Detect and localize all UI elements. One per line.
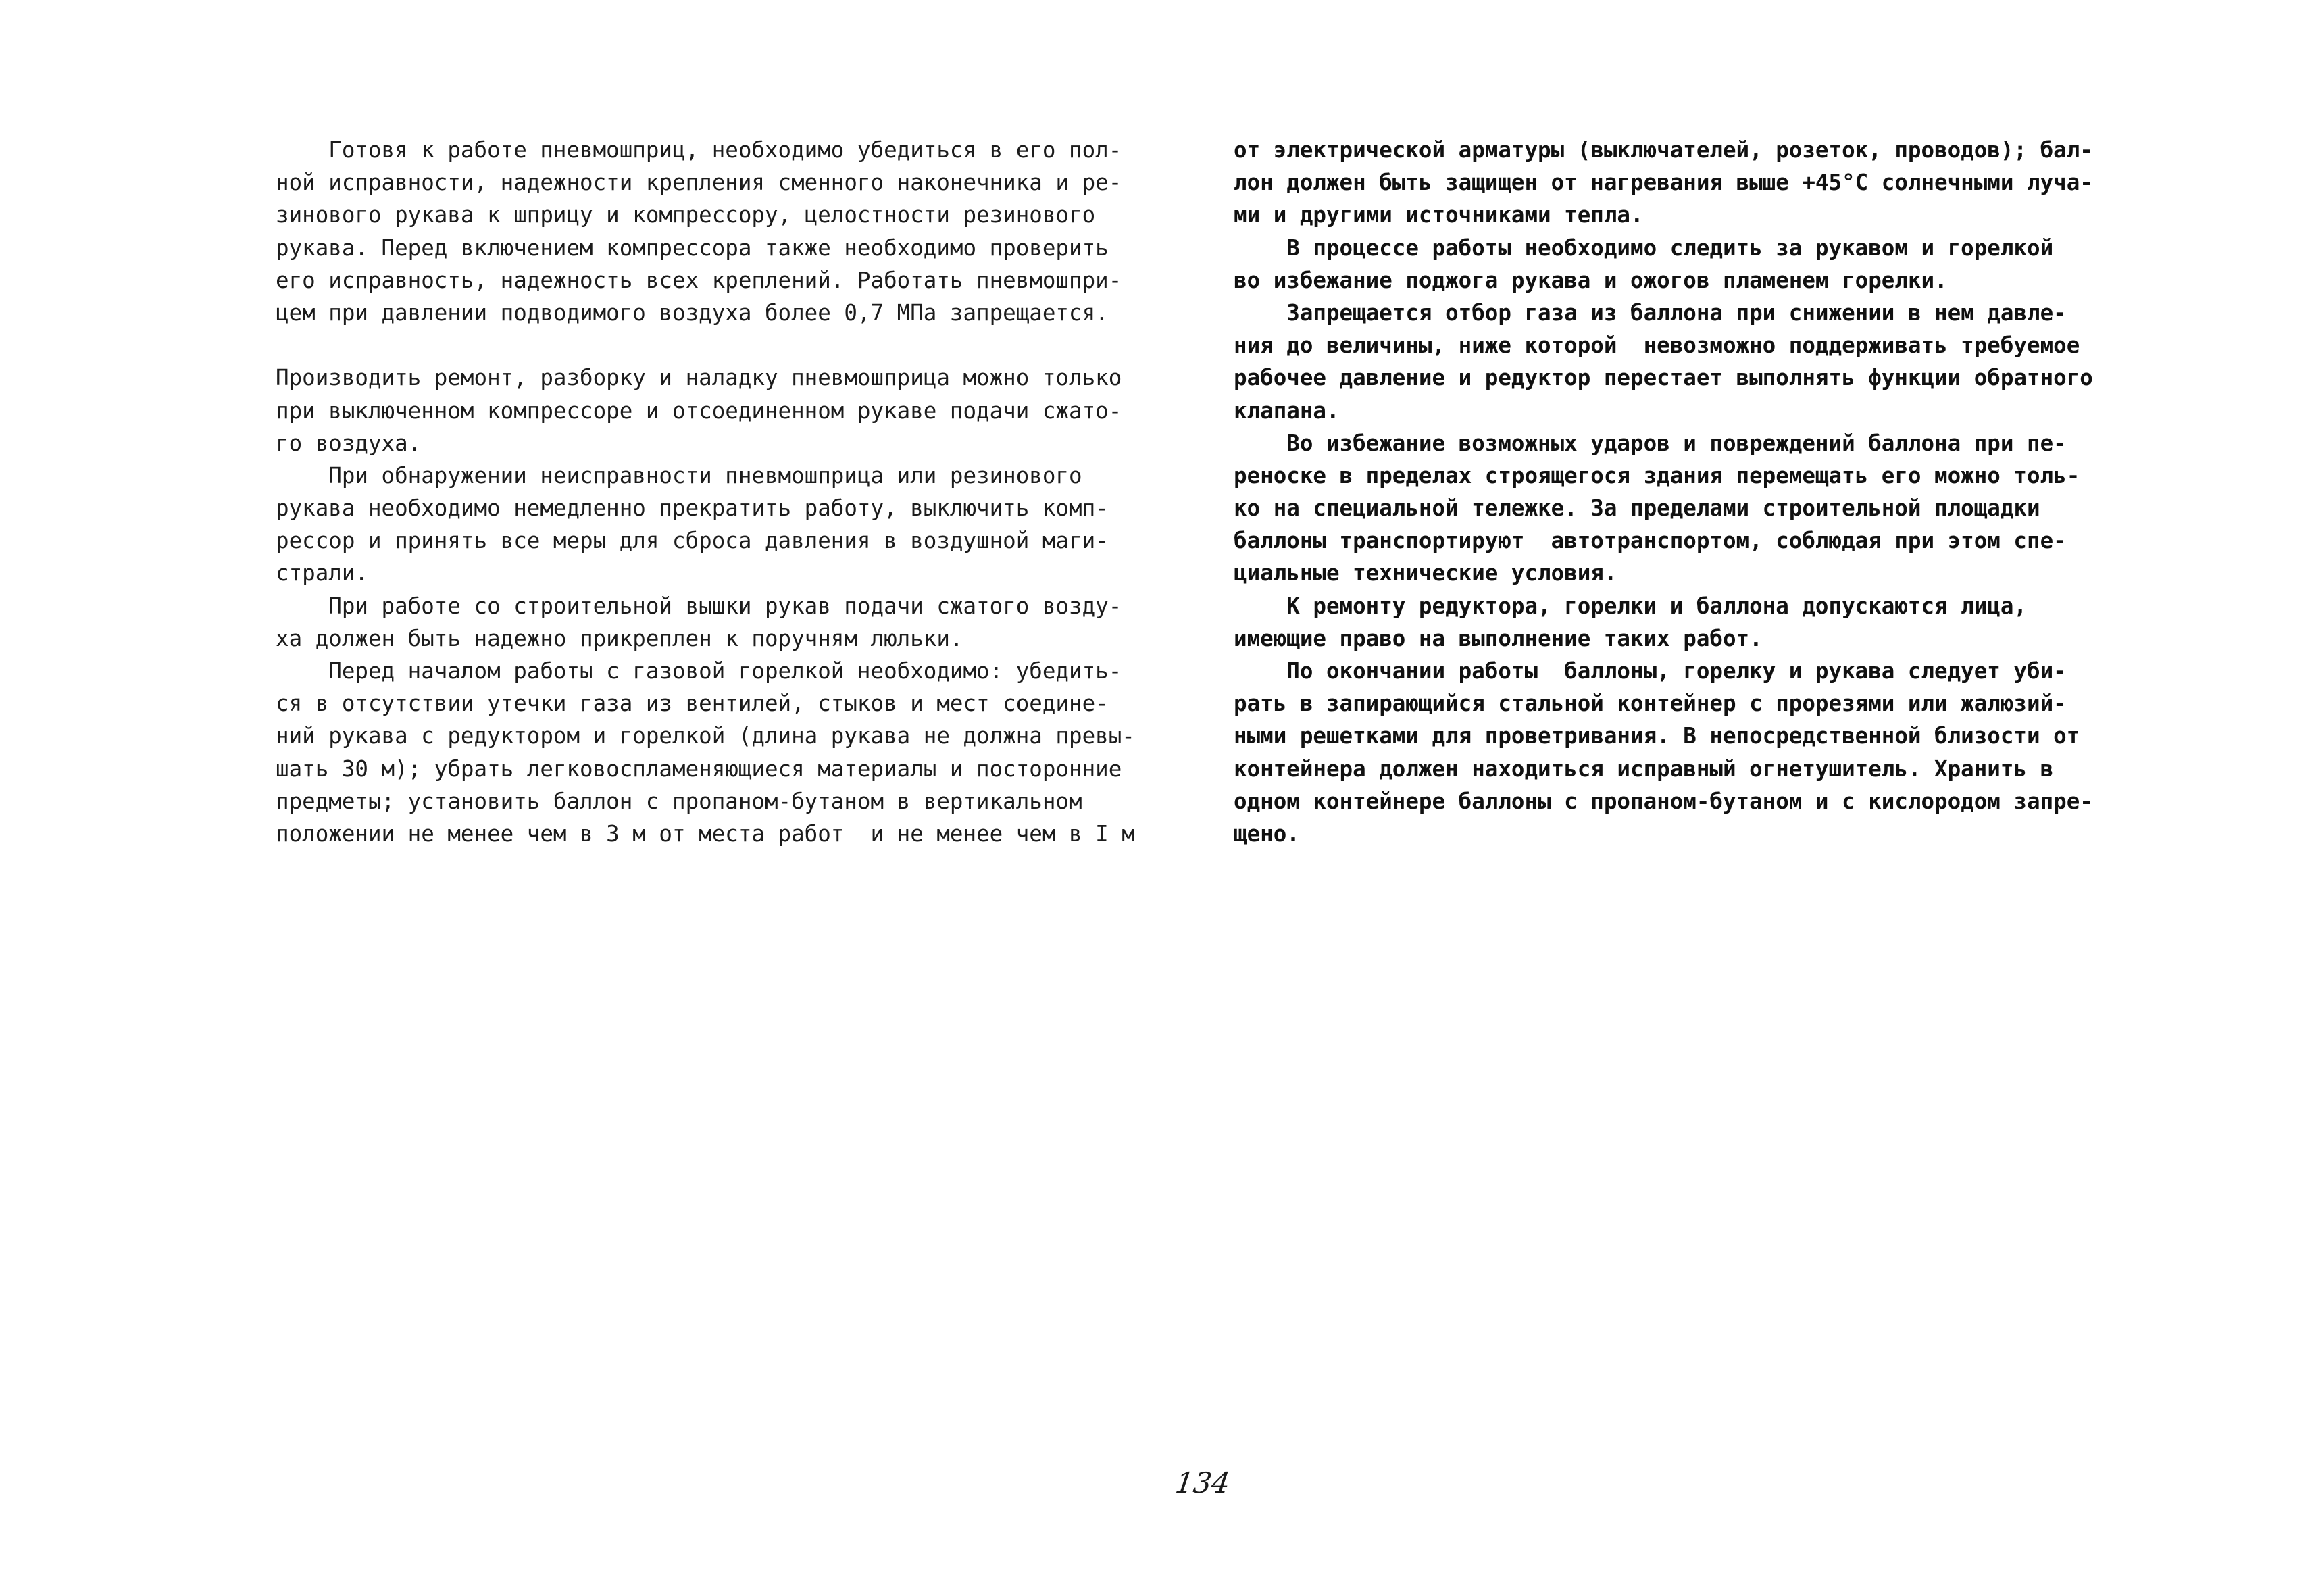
text-line: зинового рукава к шприцу и компрессору, целостности резинового [276,202,1096,228]
text-line: ными решетками для проветривания. В непосредственной близости от [1234,723,2080,749]
text-line: циальные технические условия. [1234,560,1617,587]
text-line: цем при давлении подводимого воздуха более 0,7 МПа запрещается. [276,299,1109,326]
text-line: рукава необходимо немедленно прекратить работу, выключить комп- [276,495,1109,522]
text-line: предметы; установить баллон с пропаном-бутаном в вертикальном [276,788,1082,814]
text-line: щено. [1234,820,1300,847]
left-text-column [276,134,1154,850]
text-line: К ремонту редуктора, горелки и баллона допускаются лица, [1234,593,2027,619]
text-line: одном контейнере баллоны с пропаном-бутаном и с кислородом запре- [1234,788,2093,814]
text-line: Перед началом работы с газовой горелкой необходимо: убедить- [276,658,1122,684]
paragraph-gap [276,329,1154,361]
text-line: рессор и принять все меры для сброса давления в воздушной маги- [276,528,1109,554]
text-line: страли. [276,560,368,587]
text-line: его исправность, надежность всех креплений. Работать пневмошпри- [276,267,1122,293]
text-line: имеющие право на выполнение таких работ. [1234,625,1763,651]
text-line: ной исправности, надежности крепления сменного наконечника и ре- [276,170,1122,196]
text-line: во избежание поджога рукава и ожогов пламенем горелки. [1234,267,1948,293]
page-number: 134 [1173,1466,1232,1499]
text-line: Запрещается отбор газа из баллона при снижении в нем давле- [1234,299,2067,326]
text-line: ха должен быть надежно прикреплен к поручням люльки. [276,625,963,651]
text-line: положении не менее чем в 3 м от места работ и не менее чем в I м [276,820,1135,847]
text-line: ми и другими источниками тепла. [1234,202,1644,228]
right-text-column [1234,134,2105,850]
text-line: Готовя к работе пневмошприц, необходимо убедиться в его пол- [276,137,1122,163]
text-line: В процессе работы необходимо следить за рукавом и горелкой [1234,234,2054,261]
text-line: баллоны транспортируют автотранспортом, соблюдая при этом спе- [1234,528,2067,554]
text-line: Производить ремонт, разборку и наладку пневмошприца можно только [276,365,1122,391]
text-line: При работе со строительной вышки рукав подачи сжатого возду- [276,593,1122,619]
text-line: ся в отсутствии утечки газа из вентилей, стыков и мест соедине- [276,691,1109,717]
text-line: го воздуха. [276,430,422,456]
text-line: ко на специальной тележке. За пределами строительной площадки [1234,495,2040,522]
text-line: реноске в пределах строящегося здания перемещать его можно толь- [1234,462,2080,489]
text-line: шать 30 м); убрать легковоспламеняющиеся материалы и посторонние [276,755,1122,782]
text-line: лон должен быть защищен от нагревания выше +45°С солнечными луча- [1234,170,2093,196]
text-line: от электрической арматуры (выключателей, розеток, проводов); бал- [1234,137,2093,163]
text-line: рабочее давление и редуктор перестает выполнять функции обратного [1234,365,2093,391]
text-line: рать в запирающийся стальной контейнер с прорезями или жалюзий- [1234,691,2067,717]
text-line: Во избежание возможных ударов и повреждений баллона при пе- [1234,430,2067,456]
text-line: контейнера должен находиться исправный огнетушитель. Хранить в [1234,755,2054,782]
text-line: При обнаружении неисправности пневмошприца или резинового [276,462,1082,489]
text-line: По окончании работы баллоны, горелку и рукава следует уби- [1234,658,2067,684]
text-line: рукава. Перед включением компрессора также необходимо проверить [276,234,1109,261]
text-line: клапана. [1234,397,1340,424]
text-line: ний рукава с редуктором и горелкой (длина рукава не должна превы- [276,723,1135,749]
text-line: при выключенном компрессоре и отсоединенном рукаве подачи сжато- [276,397,1122,424]
text-line: ния до величины, ниже которой невозможно поддерживать требуемое [1234,332,2080,359]
